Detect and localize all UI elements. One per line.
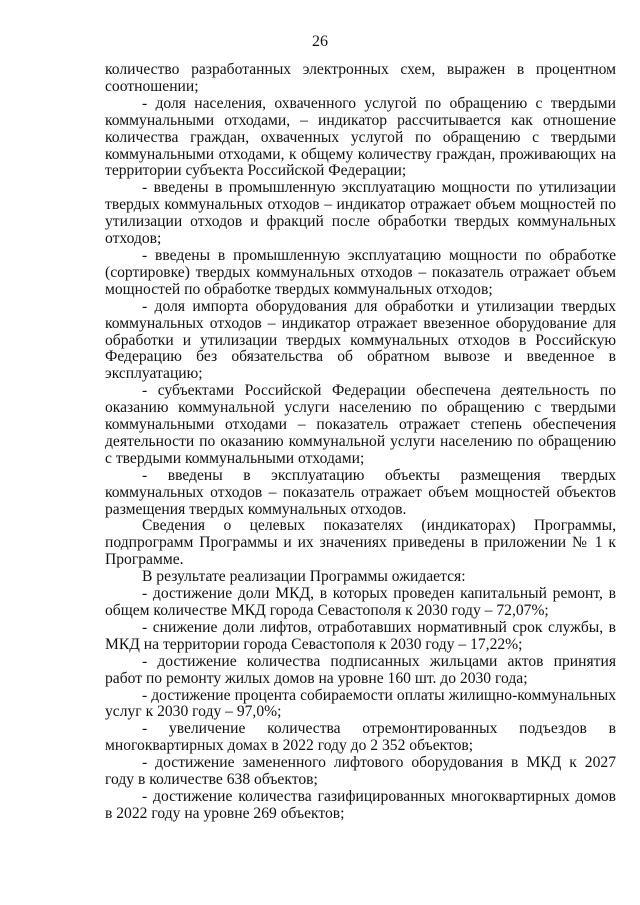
- list-item: - увеличение количества отремонтированных подъездов в многоквартирных домах в 2022 году до 2 352 объектов;: [105, 720, 616, 755]
- paragraph: Сведения о целевых показателях (индикаторах) Программы, подпрограмм Программы и их значениях приведены в приложении № 1 к Программе.: [105, 517, 616, 569]
- list-item: - введены в промышленную эксплуатацию мощности по обработке (сортировке) твердых коммунальных отходов – показатель отражает объем мощностей по обработке твердых коммунальных отходов;: [105, 246, 616, 298]
- paragraph-continuation: количество разработанных электронных схем, выражен в процентном соотношении;: [105, 61, 616, 95]
- list-item: - доля импорта оборудования для обработки и утилизации твердых коммунальных отходов – индикатор отражает ввезенное оборудование для обработки и утилизации твердых коммунальных отходов в Российскую Федерацию без обязательства об обратном вывозе и введенное в эксплуатацию;: [105, 297, 616, 383]
- list-item: - введены в промышленную эксплуатацию мощности по утилизации твердых коммунальных отходов – индикатор отражает объем мощностей по утилизации отходов и фракций после обработки твердых коммунальных отходов;: [105, 179, 616, 248]
- list-item: - достижение процента собираемости оплаты жилищно-коммунальных услуг к 2030 году – 97,0%;: [105, 686, 616, 721]
- list-item: - введены в эксплуатацию объекты размещения твердых коммунальных отходов – показатель отражает объем мощностей объектов размещения твердых коммунальных отходов.: [105, 466, 616, 518]
- list-item: - достижение количества газифицированных многоквартирных домов в 2022 году на уровне 269 объектов;: [105, 787, 616, 822]
- list-item: - достижение доли МКД, в которых проведен капитальный ремонт, в общем количестве МКД города Севастополя к 2030 году – 72,07%;: [105, 585, 616, 619]
- page-number: 26: [312, 33, 328, 50]
- list-item: - достижение количества подписанных жильцами актов принятия работ по ремонту жилых домов на уровне 160 шт. до 2030 года;: [105, 652, 616, 687]
- list-item: - достижение замененного лифтового оборудования в МКД к 2027 году в количестве 638 объектов;: [105, 754, 616, 789]
- paragraph: В результате реализации Программы ожидается:: [142, 568, 466, 586]
- document-body: [105, 62, 616, 823]
- list-item: - доля населения, охваченного услугой по обращению с твердыми коммунальными отходами, – индикатор рассчитывается как отношение количества граждан, охваченных услугой по обращению с твердыми коммунальными отходами, к общему количеству граждан, проживающих на территории субъекта Российской Федерации;: [105, 94, 616, 180]
- list-item: - снижение доли лифтов, отработавших нормативный срок службы, в МКД на территории города Севастополя к 2030 году – 17,22%;: [105, 618, 616, 653]
- list-item: - субъектами Российской Федерации обеспечена деятельность по оказанию коммунальной услуги населению по обращению с твердыми коммунальными отходами – показатель отражает степень обеспечения деятельности по оказанию коммунальной услуги населению по обращению с твердыми коммунальными отходами;: [105, 382, 616, 467]
